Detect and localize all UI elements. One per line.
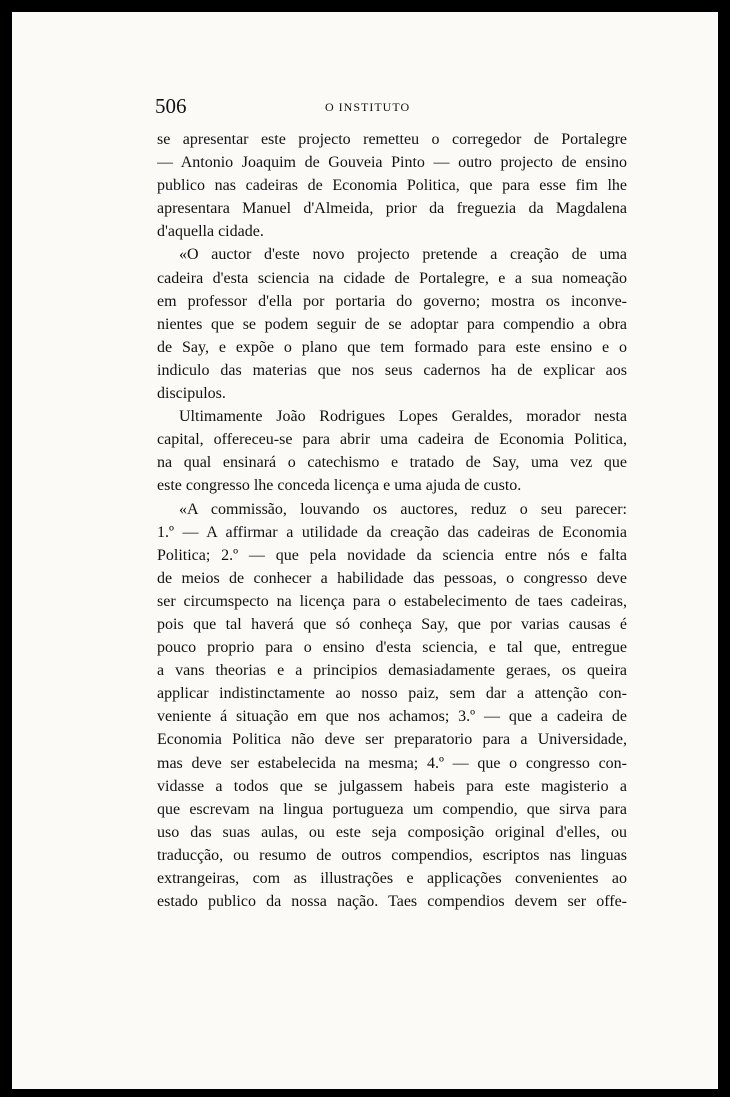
text-line: capital, offereceu-se para abrir uma cadeira de Economia Politica, (157, 431, 627, 449)
text-line: extrangeiras, com as illustrações e applicações convenientes ao (157, 870, 627, 887)
text-line: veniente á situação em que nos achamos; 3.º — que a cadeira de (157, 708, 627, 726)
text-line: apresentara Manuel d'Almeida, prior da freguezia da Magdalena (157, 200, 627, 218)
text-line: «O auctor d'este novo projecto pretende a creação de uma (179, 246, 627, 264)
document-page (12, 12, 718, 1089)
text-line: publico nas cadeiras de Economia Politica, que para esse fim lhe (157, 177, 627, 195)
text-line: uso das suas aulas, ou este seja composição original d'elles, ou (157, 823, 627, 841)
text-line: estado publico da nossa nação. Taes compendios devem ser offe- (157, 893, 627, 911)
text-line: de meios de conhecer a habilidade das pessoas, o congresso deve (157, 569, 627, 587)
text-line: mas deve ser estabelecida na mesma; 4.º — que o congresso con- (157, 754, 627, 772)
text-line: discipulos. (157, 385, 226, 403)
text-line: na qual ensinará o catechismo e tratado de Say, uma vez que (157, 454, 627, 472)
text-line: «A commissão, louvando os auctores, reduz o seu parecer: (179, 500, 627, 518)
running-head: O INSTITUTO (325, 100, 411, 114)
text-line: — Antonio Joaquim de Gouveia Pinto — outro projecto de ensino (157, 154, 627, 172)
text-line: em professor d'ella por portaria do governo; mostra os inconve- (157, 292, 627, 310)
text-line: d'aquella cidade. (157, 223, 264, 241)
text-line: vidasse a todos que se julgassem habeis para este magisterio a (157, 777, 627, 795)
text-line: pois que tal haverá que só conheça Say, que por varias causas é (157, 615, 627, 633)
text-line: se apresentar este projecto remetteu o corregedor de Portalegre (157, 131, 627, 148)
text-line: cadeira d'esta sciencia na cidade de Portalegre, e a sua nomeação (157, 269, 627, 287)
text-line: este congresso lhe conceda licença e uma ajuda de custo. (157, 477, 522, 495)
body-text (157, 128, 627, 913)
text-line: de Say, e expõe o plano que tem formado para este ensino e o (157, 338, 627, 356)
text-line: que escrevam na lingua portugueza um compendio, que sirva para (157, 800, 627, 818)
page-number: 506 (155, 94, 187, 118)
text-line: indiculo das materias que nos seus cadernos ha de explicar aos (157, 361, 627, 379)
text-line: applicar indistinctamente ao nosso paiz, sem dar a attenção con- (157, 685, 627, 703)
text-line: Politica; 2.º — que pela novidade da sciencia entre nós e falta (157, 546, 627, 564)
page-header (155, 94, 635, 122)
text-line: Economia Politica não deve ser preparatorio para a Universidade, (157, 731, 627, 749)
text-line: 1.º — A affirmar a utilidade da creação das cadeiras de Economia (157, 523, 627, 541)
text-line: a vans theorias e a principios demasiadamente geraes, os queira (157, 662, 627, 680)
text-line: Ultimamente João Rodrigues Lopes Geraldes, morador nesta (179, 408, 627, 426)
text-line: traducção, ou resumo de outros compendios, escriptos nas linguas (157, 846, 627, 864)
text-line: nientes que se podem seguir de se adoptar para compendio a obra (157, 315, 627, 333)
text-line: pouco proprio para o ensino d'esta sciencia, e tal que, entregue (157, 639, 627, 657)
text-line: ser circumspecto na licença para o estabelecimento de taes cadeiras, (157, 592, 627, 610)
